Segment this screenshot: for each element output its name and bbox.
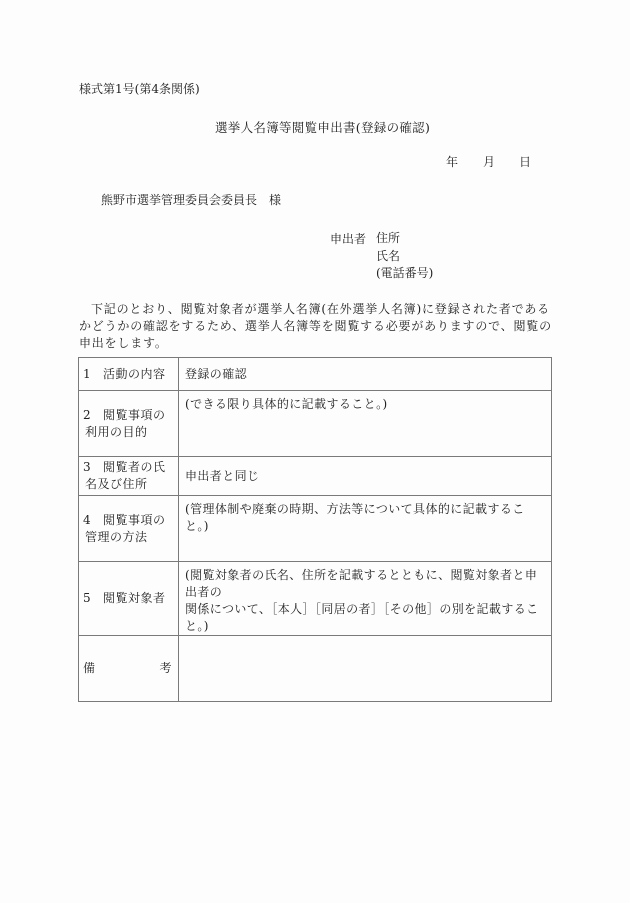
row-label-text-2: 利用の目的	[85, 424, 148, 439]
subject-value[interactable]	[179, 562, 552, 636]
row-value-text: (管理体制や廃棄の時期、方法等について具体的に記載すること。)	[185, 502, 525, 533]
row-number: 3	[83, 460, 92, 474]
table-row-management	[79, 496, 552, 562]
table-row-purpose	[79, 391, 552, 457]
application-table	[78, 357, 552, 702]
row-label-text-2: 名及び住所	[85, 477, 148, 491]
form-number: 様式第1号(第4条関係)	[79, 82, 200, 96]
row-label	[79, 457, 179, 496]
row-value-text: と。)	[185, 619, 209, 633]
applicant-name-label: 氏名	[376, 248, 401, 263]
row-number: 2	[83, 407, 92, 422]
row-value-text: 登録の確認	[185, 366, 248, 381]
row-label-text: 閲覧対象者	[103, 591, 166, 605]
date-month-label: 月	[483, 155, 496, 169]
management-value[interactable]	[179, 496, 552, 562]
applicant-address-label: 住所	[376, 231, 401, 245]
row-label-text: 閲覧事項の	[103, 407, 166, 422]
applicant-label: 申出者	[330, 232, 367, 246]
row-label-text: 活動の内容	[103, 366, 166, 381]
row-label	[79, 562, 179, 636]
row-label-text-2: 管理の方法	[85, 529, 148, 544]
table-row-remarks	[79, 636, 552, 702]
remarks-value[interactable]	[179, 636, 552, 702]
row-label	[79, 391, 179, 457]
applicant-fields	[376, 230, 433, 283]
row-label-text: 閲覧事項の	[103, 512, 166, 527]
intro-paragraph: 下記のとおり、閲覧対象者が選挙人名簿(在外選挙人名簿)に登録された者であるかどうかの確認をするため、選挙人名簿等を閲覧する必要がありますので、閲覧の申出をします。	[79, 302, 552, 350]
document-title: 選挙人名簿等閲覧申出書(登録の確認)	[215, 120, 431, 135]
addressee: 熊野市選挙管理委員会委員長 様	[101, 193, 282, 207]
row-number: 1	[83, 366, 92, 381]
purpose-value[interactable]	[179, 391, 552, 457]
remarks-char-2: 考	[159, 661, 172, 675]
row-value-text: 関係について、［本人］［同居の者］［その他］の別を記載するこ	[185, 602, 539, 616]
applicant-phone-label: (電話番号)	[376, 266, 434, 280]
date-year-label: 年	[446, 155, 459, 169]
row-number: 4	[83, 512, 92, 527]
row-label	[79, 358, 179, 391]
remarks-label	[79, 636, 179, 702]
row-number: 5	[83, 591, 92, 605]
remarks-char-1: 備	[83, 661, 96, 675]
row-label	[79, 496, 179, 562]
row-value-text: (できる限り具体的に記載すること。)	[185, 397, 388, 411]
table-row-subject	[79, 562, 552, 636]
viewer-value[interactable]	[179, 457, 552, 496]
table-row-viewer	[79, 457, 552, 496]
date-line	[446, 153, 531, 170]
table-row-activity	[79, 358, 552, 391]
row-label-text: 閲覧者の氏	[103, 460, 166, 474]
row-value-text: 申出者と同じ	[185, 468, 260, 483]
date-day-label: 日	[519, 155, 532, 169]
activity-value[interactable]	[179, 358, 552, 391]
row-value-text: (閲覧対象者の氏名、住所を記載するとともに、閲覧対象者と申出者の	[185, 568, 538, 599]
